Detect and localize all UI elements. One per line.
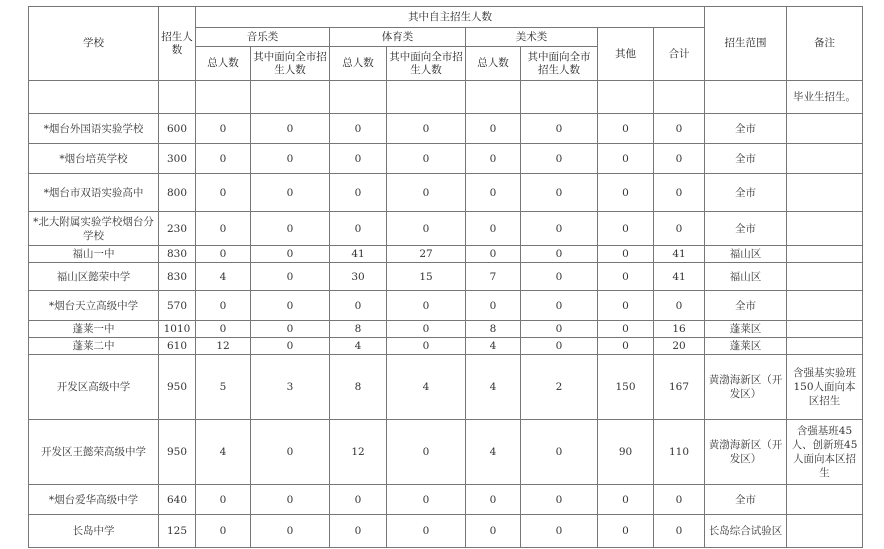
quota-cell: 600 bbox=[159, 114, 196, 144]
art-citywide-cell bbox=[521, 81, 598, 114]
sports-total-cell: 41 bbox=[330, 246, 387, 263]
music-total-cell: 0 bbox=[196, 515, 251, 548]
sum-cell: 41 bbox=[654, 263, 705, 291]
sports-total-cell: 30 bbox=[330, 263, 387, 291]
school-cell: *烟台市双语实验高中 bbox=[29, 174, 159, 212]
music-citywide-cell: 0 bbox=[251, 321, 330, 338]
scope-cell: 长岛综合试验区 bbox=[705, 515, 787, 548]
school-cell: 蓬莱一中 bbox=[29, 321, 159, 338]
sum-cell: 0 bbox=[654, 485, 705, 515]
quota-cell: 125 bbox=[159, 515, 196, 548]
sports-total-cell bbox=[330, 81, 387, 114]
header-sports-total: 总人数 bbox=[330, 47, 387, 81]
sports-total-cell: 0 bbox=[330, 291, 387, 321]
header-other: 其他 bbox=[598, 28, 654, 81]
header-sum: 合计 bbox=[654, 28, 705, 81]
art-total-cell: 0 bbox=[466, 114, 521, 144]
other-cell: 0 bbox=[598, 338, 654, 355]
music-citywide-cell: 3 bbox=[251, 355, 330, 420]
scope-cell bbox=[705, 81, 787, 114]
scope-cell: 蓬莱区 bbox=[705, 338, 787, 355]
table-row bbox=[29, 420, 863, 485]
sports-citywide-cell: 0 bbox=[387, 321, 466, 338]
art-citywide-cell: 0 bbox=[521, 321, 598, 338]
music-total-cell: 4 bbox=[196, 420, 251, 485]
art-citywide-cell: 0 bbox=[521, 515, 598, 548]
quota-cell: 800 bbox=[159, 174, 196, 212]
art-total-cell bbox=[466, 81, 521, 114]
header-note: 备注 bbox=[787, 7, 863, 81]
music-citywide-cell: 0 bbox=[251, 263, 330, 291]
note-cell bbox=[787, 114, 863, 144]
school-cell: 福山一中 bbox=[29, 246, 159, 263]
art-citywide-cell: 0 bbox=[521, 212, 598, 246]
sum-cell: 20 bbox=[654, 338, 705, 355]
sports-total-cell: 0 bbox=[330, 515, 387, 548]
art-total-cell: 0 bbox=[466, 485, 521, 515]
music-citywide-cell: 0 bbox=[251, 246, 330, 263]
other-cell: 0 bbox=[598, 114, 654, 144]
note-cell bbox=[787, 174, 863, 212]
other-cell bbox=[598, 81, 654, 114]
note-cell bbox=[787, 246, 863, 263]
table-row bbox=[29, 321, 863, 338]
scope-cell: 蓬莱区 bbox=[705, 321, 787, 338]
sum-cell: 167 bbox=[654, 355, 705, 420]
table-row bbox=[29, 485, 863, 515]
note-cell bbox=[787, 485, 863, 515]
art-citywide-cell: 0 bbox=[521, 338, 598, 355]
table-row bbox=[29, 338, 863, 355]
header-quota: 招生人数 bbox=[159, 7, 196, 81]
art-total-cell: 0 bbox=[466, 515, 521, 548]
table-row bbox=[29, 355, 863, 420]
music-total-cell: 0 bbox=[196, 174, 251, 212]
school-cell: *北大附属实验学校烟台分学校 bbox=[29, 212, 159, 246]
music-citywide-cell bbox=[251, 81, 330, 114]
music-total-cell bbox=[196, 81, 251, 114]
sports-citywide-cell: 0 bbox=[387, 114, 466, 144]
quota-cell: 300 bbox=[159, 144, 196, 174]
header-music: 音乐类 bbox=[196, 28, 330, 47]
music-total-cell: 0 bbox=[196, 212, 251, 246]
table-row bbox=[29, 263, 863, 291]
art-total-cell: 0 bbox=[466, 246, 521, 263]
music-total-cell: 0 bbox=[196, 291, 251, 321]
music-citywide-cell: 0 bbox=[251, 291, 330, 321]
sports-citywide-cell: 0 bbox=[387, 485, 466, 515]
art-total-cell: 0 bbox=[466, 291, 521, 321]
sports-citywide-cell: 4 bbox=[387, 355, 466, 420]
music-total-cell: 12 bbox=[196, 338, 251, 355]
other-cell: 0 bbox=[598, 174, 654, 212]
scope-cell: 全市 bbox=[705, 144, 787, 174]
art-citywide-cell: 0 bbox=[521, 291, 598, 321]
header-music-total: 总人数 bbox=[196, 47, 251, 81]
other-cell: 0 bbox=[598, 485, 654, 515]
quota-cell: 640 bbox=[159, 485, 196, 515]
scope-cell: 福山区 bbox=[705, 246, 787, 263]
quota-cell bbox=[159, 81, 196, 114]
sports-total-cell: 0 bbox=[330, 114, 387, 144]
school-cell bbox=[29, 81, 159, 114]
header-scope: 招生范围 bbox=[705, 7, 787, 81]
music-citywide-cell: 0 bbox=[251, 338, 330, 355]
art-citywide-cell: 0 bbox=[521, 263, 598, 291]
sports-citywide-cell: 27 bbox=[387, 246, 466, 263]
table-row bbox=[29, 515, 863, 548]
music-total-cell: 4 bbox=[196, 263, 251, 291]
sum-cell: 0 bbox=[654, 515, 705, 548]
note-cell bbox=[787, 291, 863, 321]
quota-cell: 950 bbox=[159, 355, 196, 420]
school-cell: *烟台爱华高级中学 bbox=[29, 485, 159, 515]
quota-cell: 610 bbox=[159, 338, 196, 355]
art-citywide-cell: 0 bbox=[521, 420, 598, 485]
header-self-enroll: 其中自主招生人数 bbox=[196, 7, 705, 28]
header-school: 学校 bbox=[29, 7, 159, 81]
sports-citywide-cell: 0 bbox=[387, 420, 466, 485]
sports-total-cell: 0 bbox=[330, 144, 387, 174]
note-cell bbox=[787, 144, 863, 174]
quota-cell: 830 bbox=[159, 246, 196, 263]
sum-cell: 16 bbox=[654, 321, 705, 338]
sports-citywide-cell bbox=[387, 81, 466, 114]
sports-total-cell: 4 bbox=[330, 338, 387, 355]
sports-total-cell: 8 bbox=[330, 355, 387, 420]
quota-cell: 950 bbox=[159, 420, 196, 485]
sum-cell: 110 bbox=[654, 420, 705, 485]
header-sports: 体育类 bbox=[330, 28, 466, 47]
scope-cell: 全市 bbox=[705, 485, 787, 515]
note-cell: 含强基班45人、创新班45人面向本区招生 bbox=[787, 420, 863, 485]
scope-cell: 黄渤海新区（开发区） bbox=[705, 420, 787, 485]
music-total-cell: 0 bbox=[196, 321, 251, 338]
art-citywide-cell: 0 bbox=[521, 174, 598, 212]
note-cell bbox=[787, 515, 863, 548]
music-citywide-cell: 0 bbox=[251, 144, 330, 174]
note-cell bbox=[787, 263, 863, 291]
header-art: 美术类 bbox=[466, 28, 598, 47]
other-cell: 0 bbox=[598, 246, 654, 263]
school-cell: *烟台天立高级中学 bbox=[29, 291, 159, 321]
header-music-citywide: 其中面向全市招生人数 bbox=[251, 47, 330, 81]
other-cell: 0 bbox=[598, 144, 654, 174]
scope-cell: 全市 bbox=[705, 174, 787, 212]
scope-cell: 全市 bbox=[705, 291, 787, 321]
quota-cell: 830 bbox=[159, 263, 196, 291]
other-cell: 90 bbox=[598, 420, 654, 485]
sports-total-cell: 12 bbox=[330, 420, 387, 485]
school-cell: *烟台外国语实验学校 bbox=[29, 114, 159, 144]
school-cell: 蓬莱二中 bbox=[29, 338, 159, 355]
table-row bbox=[29, 81, 863, 114]
art-total-cell: 8 bbox=[466, 321, 521, 338]
note-cell: 含强基实验班150人面向本区招生 bbox=[787, 355, 863, 420]
note-cell: 毕业生招生。 bbox=[787, 81, 863, 114]
art-citywide-cell: 0 bbox=[521, 246, 598, 263]
sports-citywide-cell: 0 bbox=[387, 212, 466, 246]
art-citywide-cell: 2 bbox=[521, 355, 598, 420]
art-total-cell: 4 bbox=[466, 338, 521, 355]
sports-citywide-cell: 0 bbox=[387, 174, 466, 212]
table-row bbox=[29, 246, 863, 263]
music-citywide-cell: 0 bbox=[251, 174, 330, 212]
art-total-cell: 0 bbox=[466, 144, 521, 174]
art-total-cell: 0 bbox=[466, 174, 521, 212]
other-cell: 0 bbox=[598, 291, 654, 321]
sports-citywide-cell: 0 bbox=[387, 144, 466, 174]
school-cell: 福山区懿荣中学 bbox=[29, 263, 159, 291]
sports-total-cell: 8 bbox=[330, 321, 387, 338]
sports-total-cell: 0 bbox=[330, 485, 387, 515]
music-total-cell: 0 bbox=[196, 114, 251, 144]
sports-citywide-cell: 0 bbox=[387, 338, 466, 355]
sum-cell: 0 bbox=[654, 174, 705, 212]
other-cell: 0 bbox=[598, 515, 654, 548]
scope-cell: 全市 bbox=[705, 212, 787, 246]
art-total-cell: 7 bbox=[466, 263, 521, 291]
admission-table bbox=[28, 6, 863, 548]
music-citywide-cell: 0 bbox=[251, 420, 330, 485]
scope-cell: 福山区 bbox=[705, 263, 787, 291]
art-citywide-cell: 0 bbox=[521, 114, 598, 144]
school-cell: 长岛中学 bbox=[29, 515, 159, 548]
quota-cell: 230 bbox=[159, 212, 196, 246]
quota-cell: 1010 bbox=[159, 321, 196, 338]
school-cell: *烟台培英学校 bbox=[29, 144, 159, 174]
art-total-cell: 4 bbox=[466, 420, 521, 485]
other-cell: 0 bbox=[598, 263, 654, 291]
sports-citywide-cell: 0 bbox=[387, 291, 466, 321]
sports-citywide-cell: 0 bbox=[387, 515, 466, 548]
sum-cell bbox=[654, 81, 705, 114]
table-body bbox=[29, 81, 863, 548]
art-total-cell: 4 bbox=[466, 355, 521, 420]
sum-cell: 41 bbox=[654, 246, 705, 263]
table-row bbox=[29, 291, 863, 321]
sum-cell: 0 bbox=[654, 144, 705, 174]
music-total-cell: 5 bbox=[196, 355, 251, 420]
music-total-cell: 0 bbox=[196, 246, 251, 263]
art-citywide-cell: 0 bbox=[521, 485, 598, 515]
music-citywide-cell: 0 bbox=[251, 485, 330, 515]
quota-cell: 570 bbox=[159, 291, 196, 321]
table-row bbox=[29, 174, 863, 212]
other-cell: 0 bbox=[598, 212, 654, 246]
table-row bbox=[29, 114, 863, 144]
sports-total-cell: 0 bbox=[330, 174, 387, 212]
school-cell: 开发区高级中学 bbox=[29, 355, 159, 420]
note-cell bbox=[787, 321, 863, 338]
scope-cell: 黄渤海新区（开发区） bbox=[705, 355, 787, 420]
music-citywide-cell: 0 bbox=[251, 515, 330, 548]
header-sports-citywide: 其中面向全市招生人数 bbox=[387, 47, 466, 81]
art-citywide-cell: 0 bbox=[521, 144, 598, 174]
table-row bbox=[29, 212, 863, 246]
other-cell: 150 bbox=[598, 355, 654, 420]
header-art-total: 总人数 bbox=[466, 47, 521, 81]
sports-total-cell: 0 bbox=[330, 212, 387, 246]
sum-cell: 0 bbox=[654, 114, 705, 144]
table-row bbox=[29, 144, 863, 174]
note-cell bbox=[787, 212, 863, 246]
other-cell: 0 bbox=[598, 321, 654, 338]
scope-cell: 全市 bbox=[705, 114, 787, 144]
sum-cell: 0 bbox=[654, 212, 705, 246]
header-art-citywide: 其中面向全市招生人数 bbox=[521, 47, 598, 81]
art-total-cell: 0 bbox=[466, 212, 521, 246]
note-cell bbox=[787, 338, 863, 355]
sum-cell: 0 bbox=[654, 291, 705, 321]
sports-citywide-cell: 15 bbox=[387, 263, 466, 291]
school-cell: 开发区王懿荣高级中学 bbox=[29, 420, 159, 485]
music-total-cell: 0 bbox=[196, 485, 251, 515]
music-citywide-cell: 0 bbox=[251, 114, 330, 144]
music-citywide-cell: 0 bbox=[251, 212, 330, 246]
music-total-cell: 0 bbox=[196, 144, 251, 174]
